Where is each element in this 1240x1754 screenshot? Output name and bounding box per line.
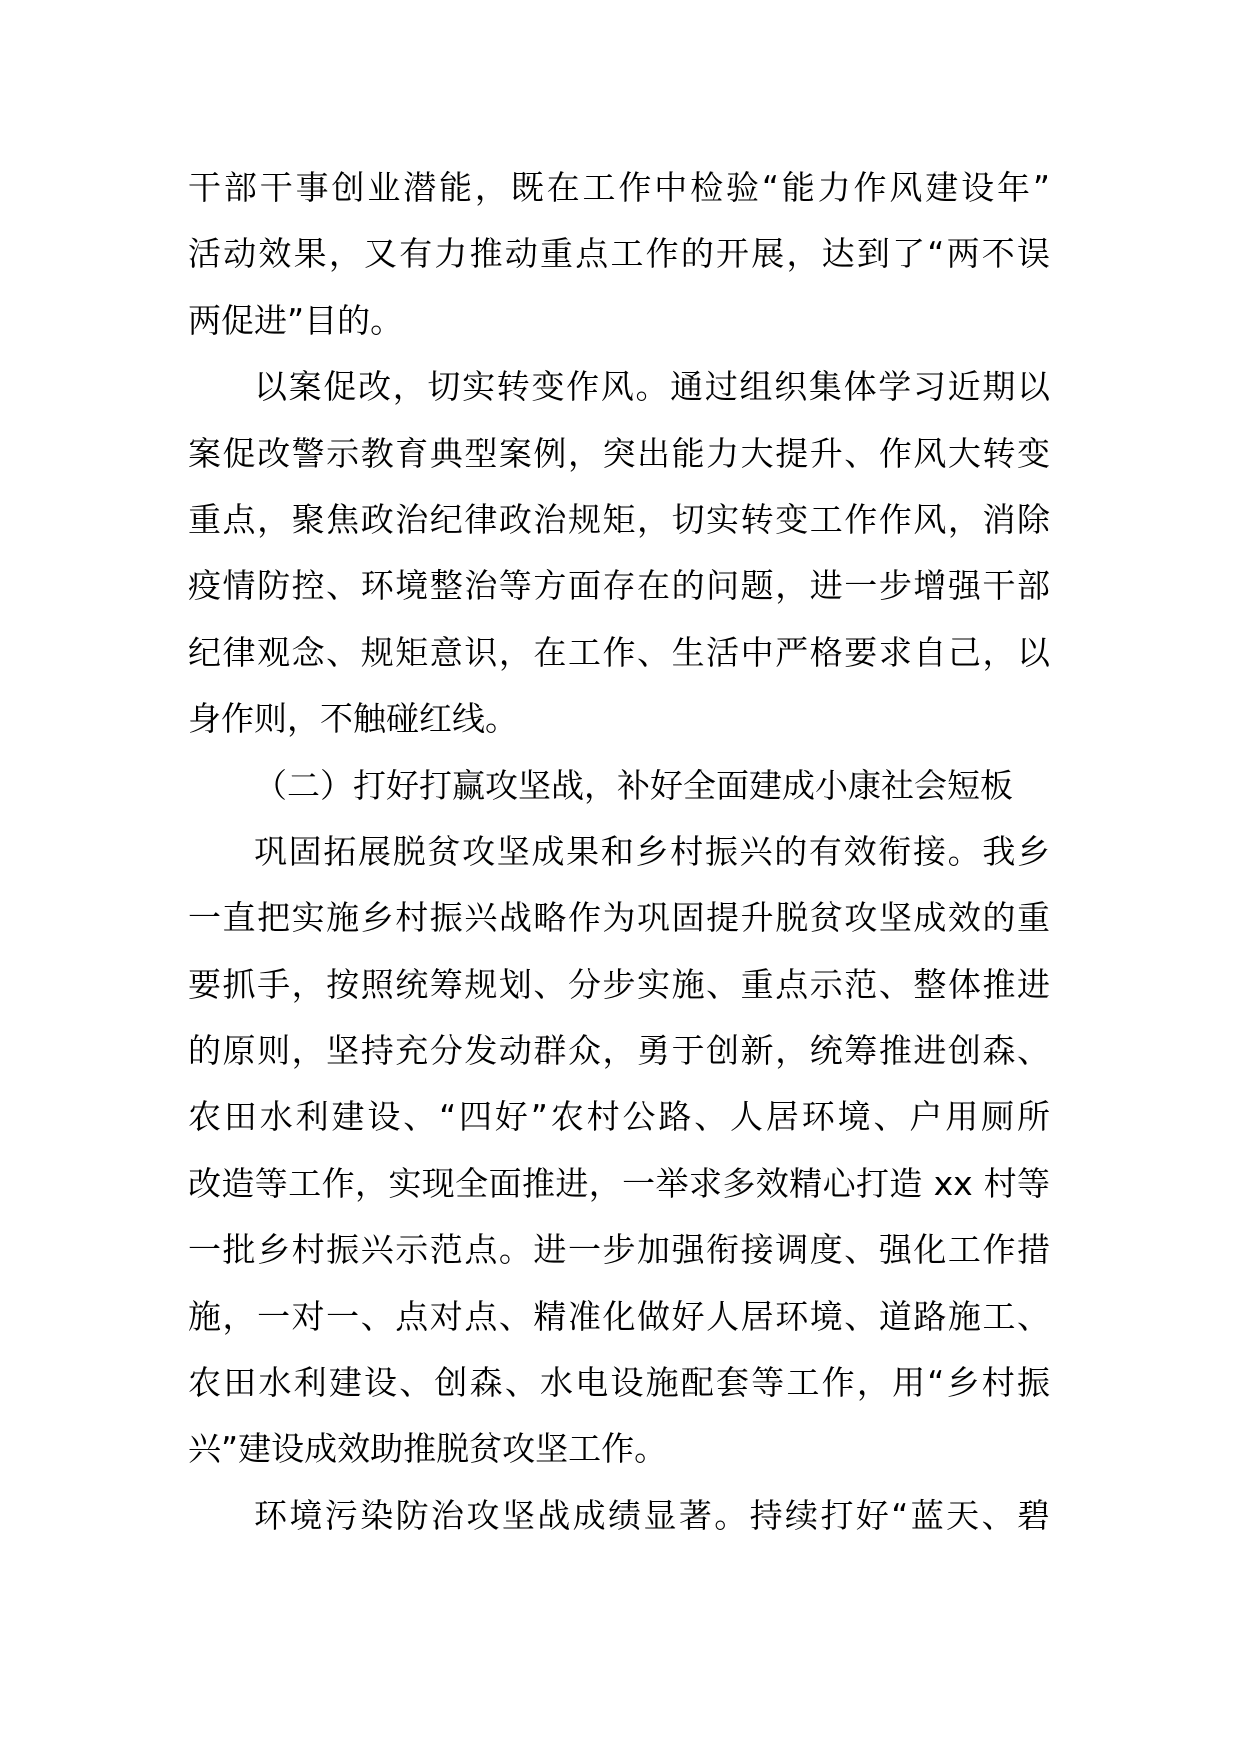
text-line: 疫情防控、环境整治等方面存在的问题，进一步增强干部 (188, 566, 1050, 606)
text-line: 纪律观念、规矩意识，在工作、生活中严格要求自己，以 (188, 632, 1050, 672)
section-heading: （二）打好打赢攻坚战，补好全面建成小康社会短板 (254, 765, 1013, 805)
text-line: 改造等工作，实现全面推进，一举求多效精心打造 xx 村等 (188, 1163, 1050, 1203)
text-line: 农田水利建设、创森、水电设施配套等工作，用“乡村振 (188, 1363, 1050, 1403)
paragraph-first-line: 巩固拓展脱贫攻坚成果和乡村振兴的有效衔接。我乡 (254, 831, 1050, 871)
text-line: 一批乡村振兴示范点。进一步加强衔接调度、强化工作措 (188, 1230, 1050, 1270)
text-line: 重点，聚焦政治纪律政治规矩，切实转变工作作风，消除 (188, 499, 1050, 539)
text-line: 两促进”目的。 (188, 300, 404, 340)
text-line: 要抓手，按照统筹规划、分步实施、重点示范、整体推进 (188, 964, 1050, 1004)
text-line: 活动效果，又有力推动重点工作的开展，达到了“两不误 (188, 234, 1050, 274)
text-line: 农田水利建设、“四好”农村公路、人居环境、户用厕所 (188, 1097, 1050, 1137)
text-line: 施，一对一、点对点、精准化做好人居环境、道路施工、 (188, 1296, 1050, 1336)
text-line: 干部干事创业潜能，既在工作中检验“能力作风建设年” (188, 168, 1050, 207)
text-line: 案促改警示教育典型案例，突出能力大提升、作风大转变 (188, 433, 1050, 473)
text-line: 身作则，不触碰红线。 (188, 699, 518, 739)
paragraph-first-line: 以案促改，切实转变作风。通过组织集体学习近期以 (254, 367, 1050, 407)
text-line: 的原则，坚持充分发动群众，勇于创新，统筹推进创森、 (188, 1031, 1050, 1071)
text-line: 兴”建设成效助推脱贫攻坚工作。 (188, 1429, 668, 1469)
paragraph-first-line: 环境污染防治攻坚战成绩显著。持续打好“蓝天、碧 (254, 1495, 1050, 1535)
text-line: 一直把实施乡村振兴战略作为巩固提升脱贫攻坚成效的重 (188, 898, 1050, 938)
document-body (188, 155, 1050, 1549)
